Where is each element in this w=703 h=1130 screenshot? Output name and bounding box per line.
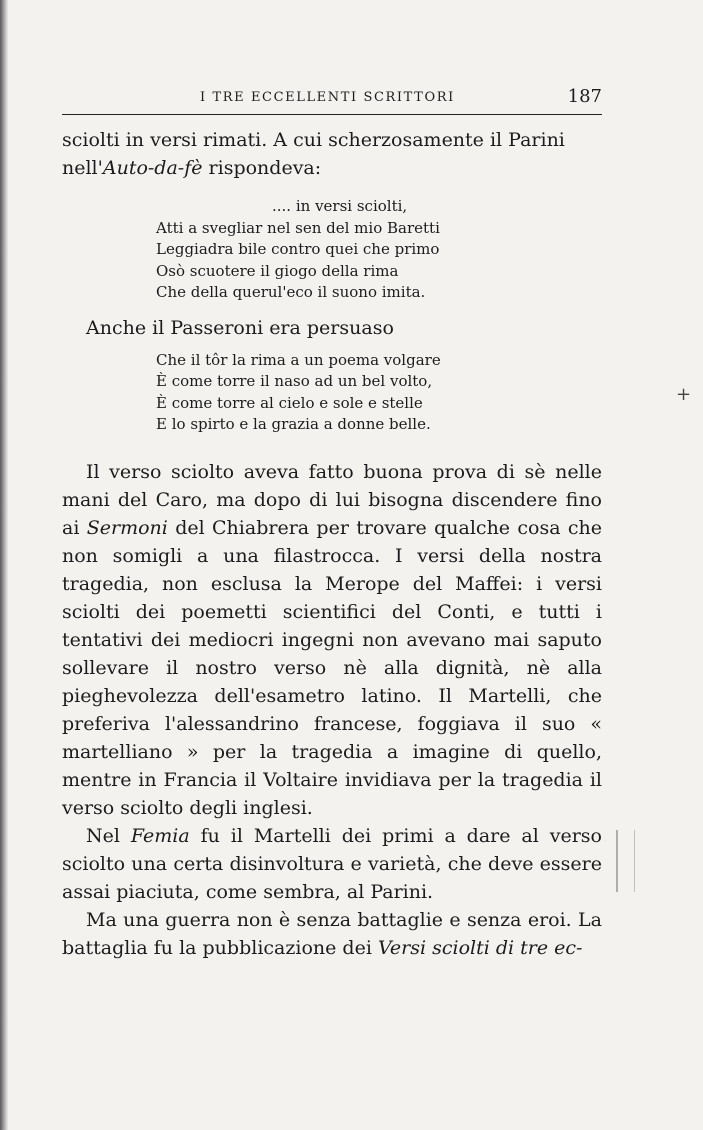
paragraph-5-italic: Versi sciolti di tre ec- [377,936,583,959]
verse-block-2 [62,350,602,436]
paragraph-3-text-a: Il verso sciolto aveva fatto buona prova di sè nelle mani del Caro, ma dopo di lui bisogna discendere fino ai [62,460,602,539]
verse-line: Leggiadra bile contro quei che primo [156,240,440,258]
paragraph-4-text-b: fu il Martelli dei primi a dare al verso sciolto una certa disinvoltura e varietà, che deve essere assai piaciuta, come sembra, al Parini. [62,824,602,903]
verse-line: Che il tôr la rima a un poema volgare [156,350,441,369]
paragraph-3-italic: Sermoni [86,516,168,539]
verse-line: È come torre al cielo e sole e stelle [156,393,423,412]
paragraph-5-text-a: Ma una guerra non è senza battaglie e senza eroi. La battaglia fu la pubblicazione dei [62,908,602,959]
paragraph-3-text-b: del Chiabrera per trovare qualche cosa che non somigli a una filastrocca. I versi della nostra tragedia, non esclusa la Merope del Maffei: i versi sciolti dei poemetti scientifici del Conti, e tutti i tentativi dei mediocri ingegni non avevano mai saputo sollevare il nostro verso nè alla dignità, nè alla pieghevolezza dell'esametro latino. Il Martelli, che preferiva l'alessandrino francese, foggiava il suo « martelliano » per la tragedia a imagine di quello, mentre in Francia il Voltaire invidiava per la tragedia il verso sciolto degli inglesi. [62,516,602,819]
paragraph-4 [62,822,602,906]
paragraph-1-line-1: sciolti in versi rimati. A cui scherzosamente il Parini [62,129,565,151]
margin-pencil-mark [616,830,635,892]
running-title: I TRE ECCELLENTI SCRITTORI [200,90,455,105]
paragraph-1-post: rispondeva: [202,157,322,179]
verse-line: .... in versi sciolti, [272,197,408,215]
margin-cross-mark: + [676,384,692,405]
paragraph-3 [62,458,602,822]
paragraph-1-italic: Auto-da-fè [102,157,203,179]
running-head [62,84,602,110]
page-number: 187 [567,86,602,107]
verse-line: Atti a svegliar nel sen del mio Baretti [156,218,440,237]
header-rule [62,114,602,115]
paragraph-1 [62,126,602,182]
paragraph-1-pre: nell' [62,157,103,179]
verse-line: E lo spirto e la grazia a donne belle. [156,415,431,433]
paragraph-5 [62,906,602,962]
paragraph-4-italic: Femia [130,824,190,847]
verse-line: Osò scuotere il giogo della rima [156,261,399,280]
paragraph-4-text-a: Nel [86,824,131,847]
body-text [62,126,602,962]
verse-line: È come torre il naso ad un bel volto, [156,372,433,390]
verse-block-1 [62,196,602,304]
paragraph-2: Anche il Passeroni era persuaso [86,316,394,339]
page-binding-shadow [0,0,8,1130]
verse-line: Che della querul'eco il suono imita. [156,283,426,301]
